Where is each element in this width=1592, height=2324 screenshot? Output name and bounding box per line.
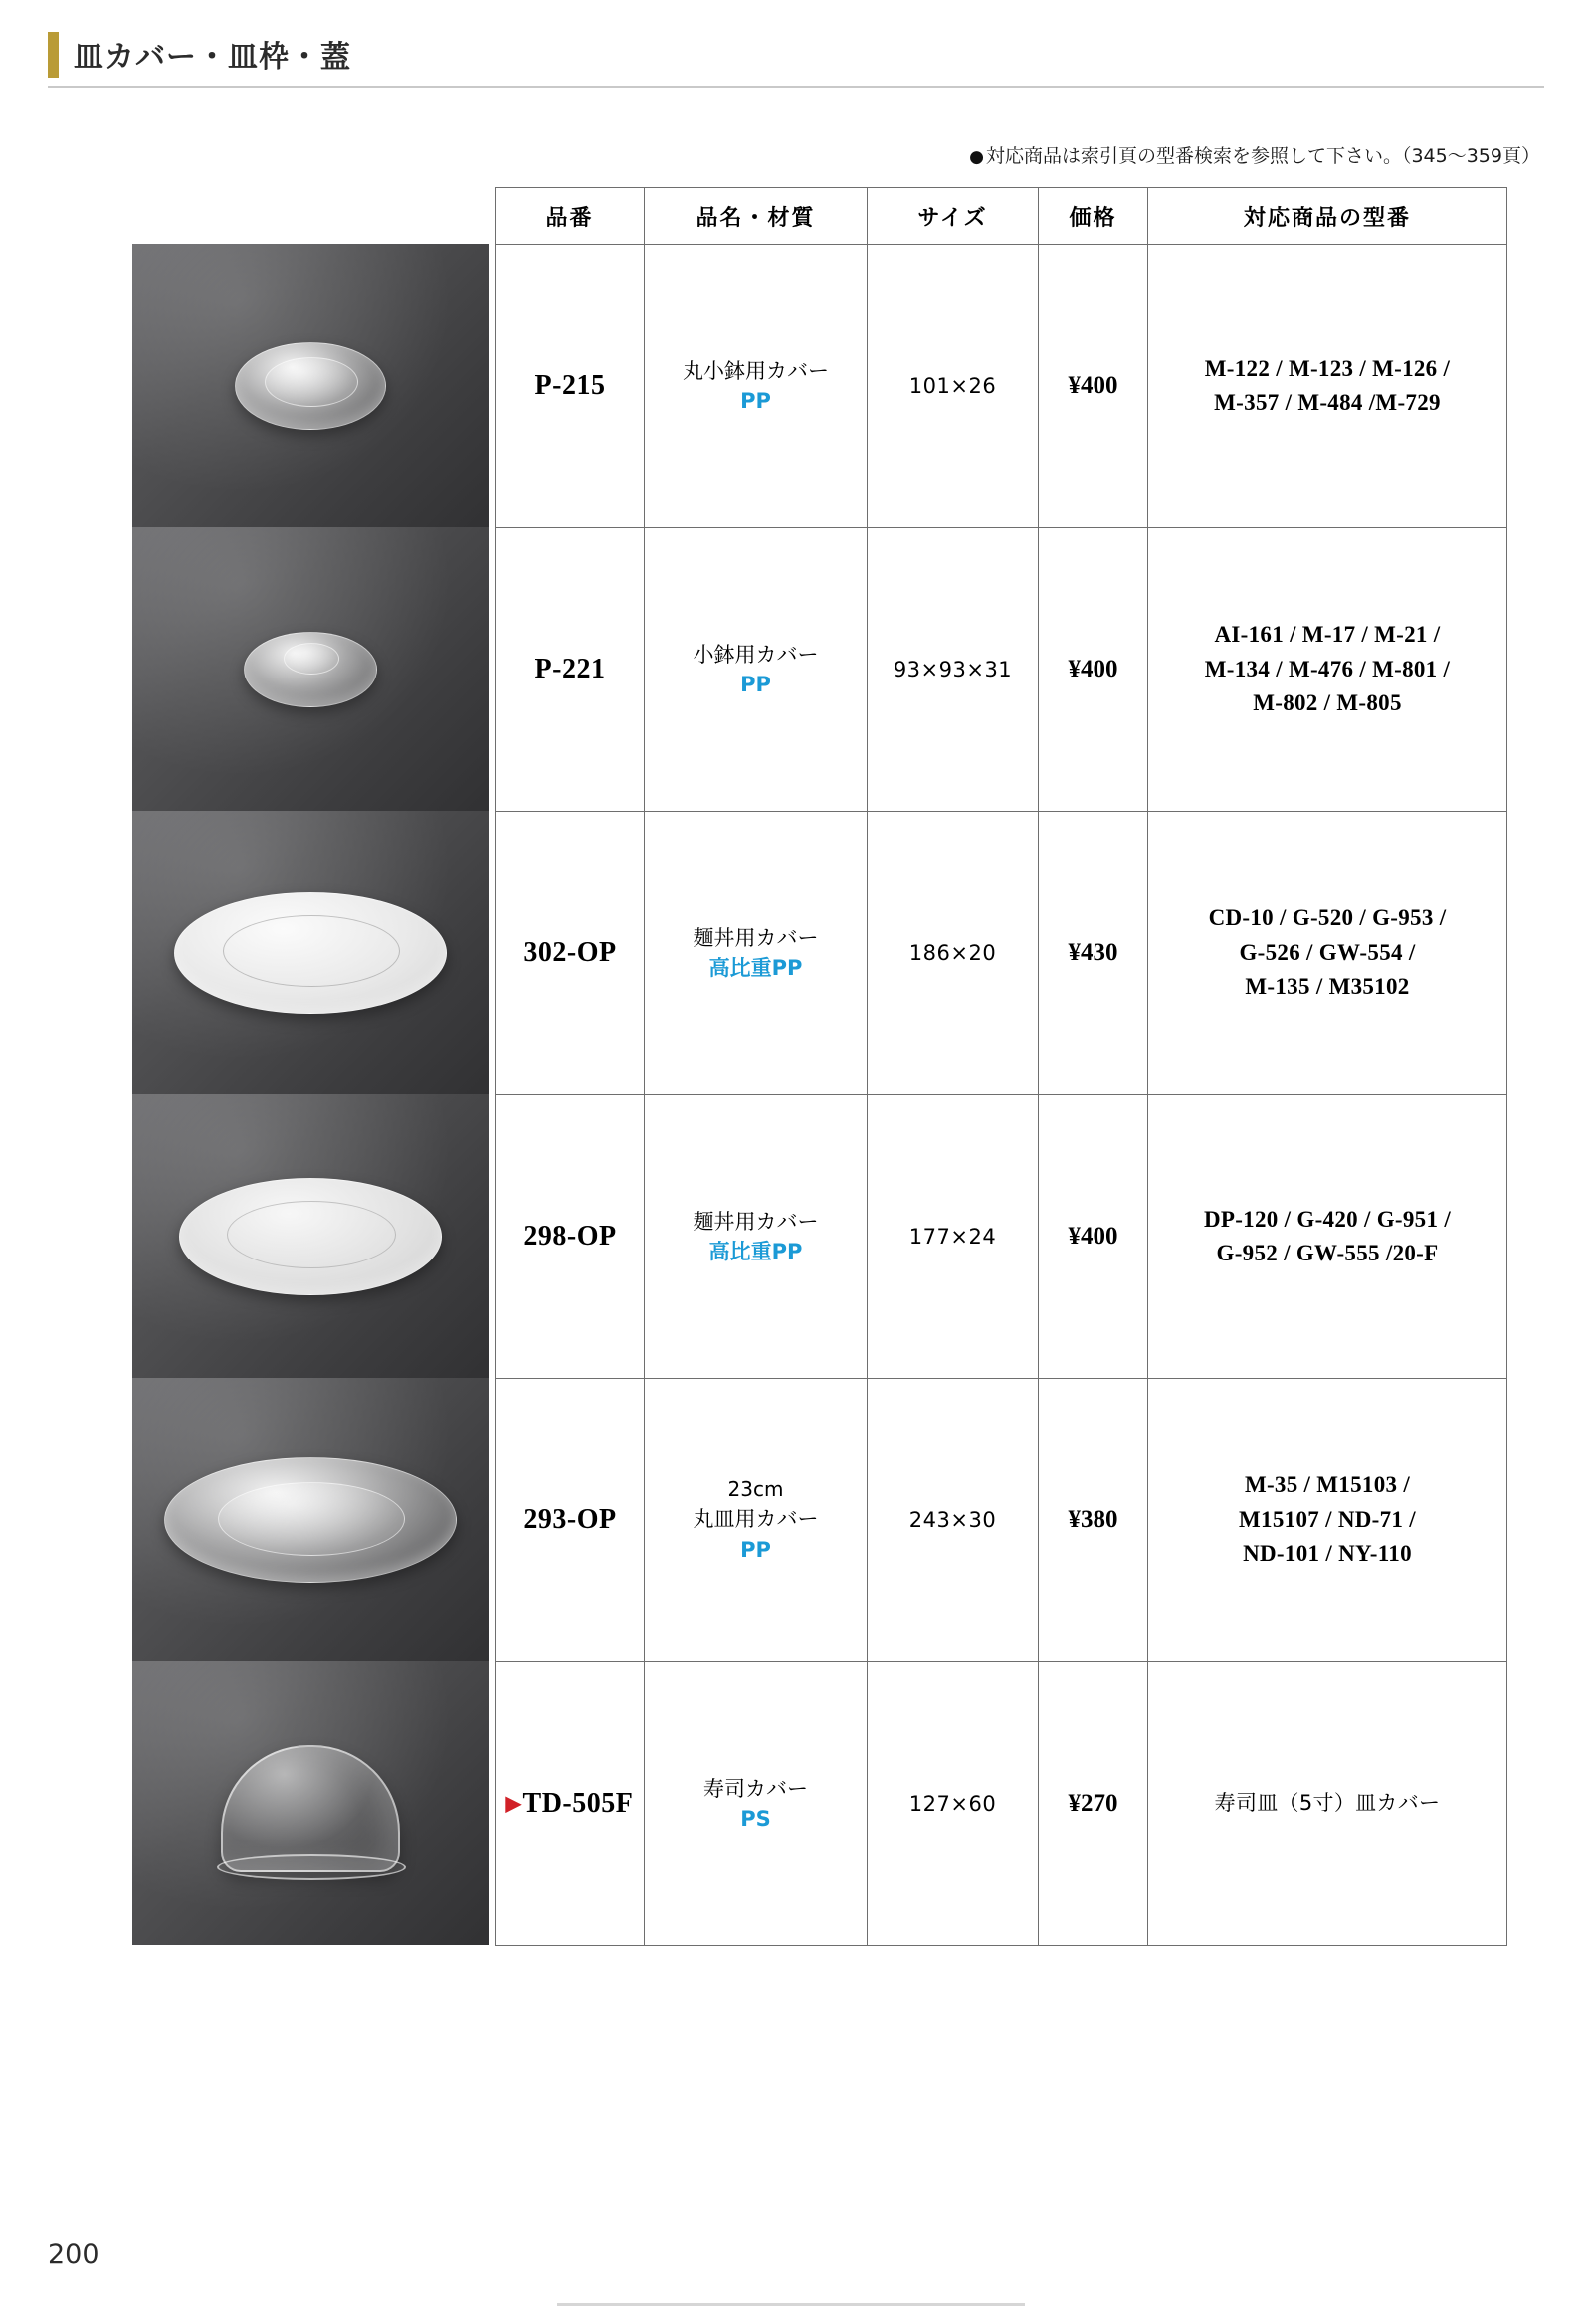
cell-code — [496, 1662, 645, 1946]
name-text: 小鉢用カバー — [693, 642, 819, 667]
material-text: PS — [740, 1807, 771, 1831]
code-text: P-221 — [534, 654, 606, 684]
lid-base-ring — [217, 1854, 406, 1880]
cell-name — [645, 1379, 868, 1662]
cell-code — [496, 812, 645, 1095]
code-text: 293-OP — [523, 1504, 617, 1535]
cell-match: DP-120 / G-420 / G-951 / G-952 / GW-555 /20-F — [1148, 1095, 1507, 1379]
cell-code — [496, 1095, 645, 1379]
cell-name — [645, 1095, 868, 1379]
table-row — [496, 528, 1507, 812]
cell-size: 186×20 — [868, 812, 1039, 1095]
cell-code — [496, 528, 645, 812]
material-text: 高比重PP — [708, 956, 803, 980]
lid-image-293-op — [164, 1457, 457, 1583]
name-text: 丸皿用カバー — [693, 1507, 819, 1532]
page-number: 200 — [48, 2239, 100, 2270]
cell-match: AI-161 / M-17 / M-21 / M-134 / M-476 / M-801 / M-802 / M-805 — [1148, 528, 1507, 812]
name-text: 麺丼用カバー — [693, 925, 819, 950]
cell-name — [645, 245, 868, 528]
product-photo — [132, 527, 489, 811]
code-text: TD-505F — [522, 1788, 634, 1819]
header-accent-bar — [48, 32, 59, 78]
cell-price: ¥380 — [1039, 1379, 1148, 1662]
cell-size: 93×93×31 — [868, 528, 1039, 812]
code-text: P-215 — [534, 370, 606, 401]
name-text: 丸小鉢用カバー — [683, 358, 829, 383]
product-photo-column — [132, 244, 489, 1945]
material-text: 高比重PP — [708, 1240, 803, 1263]
cell-name — [645, 812, 868, 1095]
product-photo — [132, 1378, 489, 1661]
cell-price: ¥400 — [1039, 528, 1148, 812]
table-row — [496, 1095, 1507, 1379]
cell-name — [645, 528, 868, 812]
bullet-icon: ● — [969, 147, 984, 167]
page-header — [0, 18, 1592, 90]
lid-image-298-op — [179, 1178, 442, 1295]
lid-inner-ring — [227, 1201, 396, 1268]
reference-note — [969, 141, 1540, 168]
lid-image-302-op — [174, 892, 447, 1014]
lid-image-p-215 — [235, 342, 386, 430]
cell-size: 243×30 — [868, 1379, 1039, 1662]
name-text: 麺丼用カバー — [693, 1209, 819, 1234]
name-sub: 23cm — [727, 1477, 784, 1502]
lid-inner-ring — [284, 643, 339, 675]
cell-name — [645, 1662, 868, 1946]
cell-match: CD-10 / G-520 / G-953 / G-526 / GW-554 / M-135 / M35102 — [1148, 812, 1507, 1095]
cell-match: M-35 / M15103 / M15107 / ND-71 / ND-101 / NY-110 — [1148, 1379, 1507, 1662]
table-row — [496, 245, 1507, 528]
product-photo — [132, 244, 489, 527]
column-header-name: 品名・材質 — [645, 188, 868, 245]
material-text: PP — [740, 1537, 771, 1562]
lid-image-p-221 — [244, 632, 377, 707]
cell-price: ¥400 — [1039, 245, 1148, 528]
code-text: 302-OP — [523, 937, 617, 968]
product-photo — [132, 811, 489, 1094]
marker-icon: ▶ — [505, 1793, 522, 1815]
header-divider — [48, 86, 1544, 88]
lid-inner-ring — [223, 915, 400, 987]
cell-size: 101×26 — [868, 245, 1039, 528]
table-row — [496, 812, 1507, 1095]
code-text: 298-OP — [523, 1221, 617, 1252]
footer-divider — [557, 2303, 1025, 2306]
table-row — [496, 1379, 1507, 1662]
cell-code — [496, 1379, 645, 1662]
column-header-size: サイズ — [868, 188, 1039, 245]
reference-note-text: 対応商品は索引頁の型番検索を参照して下さい。（345〜359頁） — [985, 145, 1540, 167]
column-header-code: 品番 — [496, 188, 645, 245]
column-header-price: 価格 — [1039, 188, 1148, 245]
column-header-match: 対応商品の型番 — [1148, 188, 1507, 245]
material-text: PP — [740, 389, 771, 413]
lid-inner-ring — [265, 357, 358, 407]
name-text: 寿司カバー — [703, 1776, 808, 1801]
product-photo — [132, 1661, 489, 1945]
cell-match: 寿司皿（5寸）皿カバー — [1148, 1662, 1507, 1946]
table-row — [496, 1662, 1507, 1946]
product-photo — [132, 1094, 489, 1378]
lid-inner-ring — [218, 1482, 405, 1556]
product-spec-table — [495, 187, 1507, 1946]
page-title: 皿カバー・皿枠・蓋 — [74, 40, 351, 75]
cell-match: M-122 / M-123 / M-126 / M-357 / M-484 /M-729 — [1148, 245, 1507, 528]
cell-price: ¥400 — [1039, 1095, 1148, 1379]
lid-image-td-505f — [221, 1745, 400, 1872]
cell-code — [496, 245, 645, 528]
material-text: PP — [740, 673, 771, 696]
cell-price: ¥270 — [1039, 1662, 1148, 1946]
cell-price: ¥430 — [1039, 812, 1148, 1095]
cell-size: 127×60 — [868, 1662, 1039, 1946]
table-header-row — [496, 188, 1507, 245]
cell-size: 177×24 — [868, 1095, 1039, 1379]
